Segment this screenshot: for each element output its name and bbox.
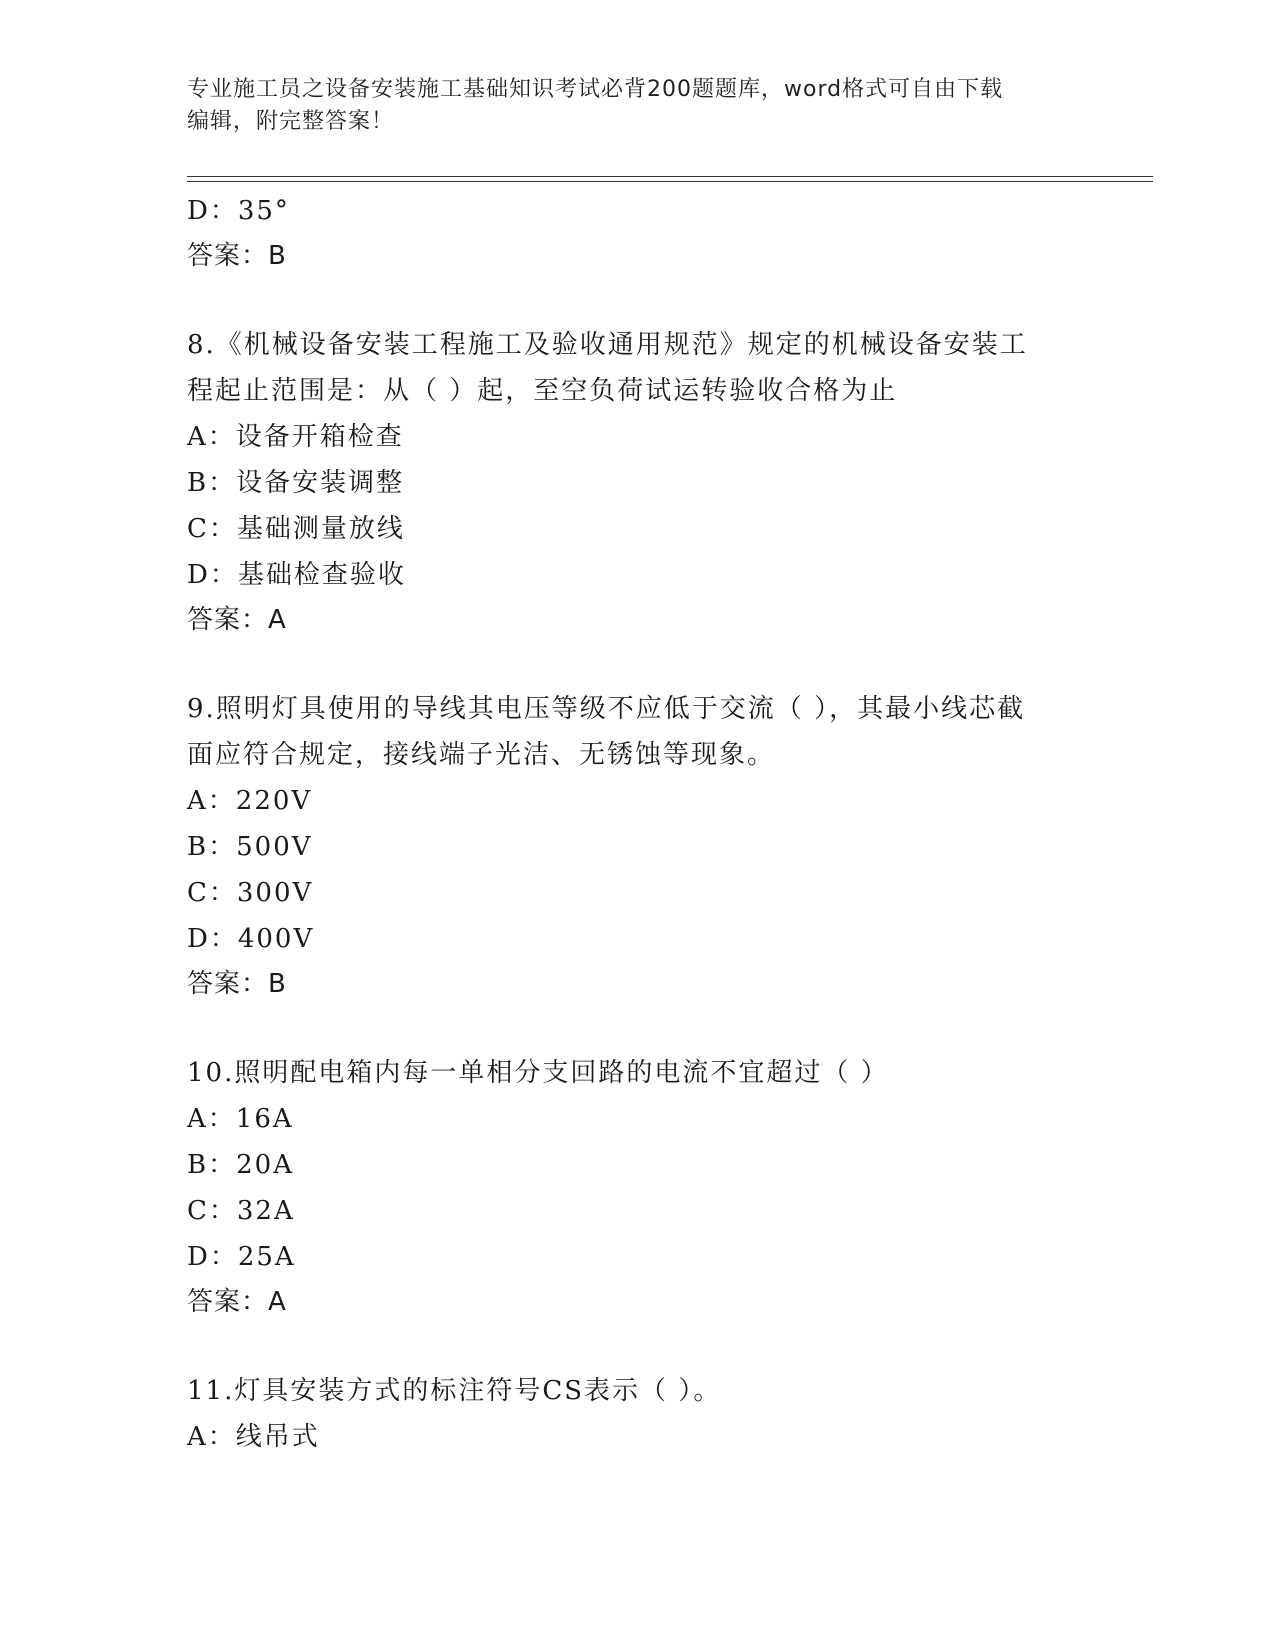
question-list: [187, 188, 1087, 1460]
document-header: [187, 74, 1067, 138]
question-9: [187, 686, 1087, 1006]
answer-label: 答案：B: [187, 969, 287, 999]
question-stem-line-2: 面应符合规定，接线端子光洁、无锈蚀等现象。: [187, 740, 776, 770]
option-d: D：400V: [187, 924, 315, 954]
option-a: A：线吊式: [187, 1422, 320, 1452]
option-a: A：16A: [187, 1104, 294, 1134]
option-c: C：300V: [187, 878, 314, 908]
option-a: A：设备开箱检查: [187, 422, 404, 452]
question-stem-line-1: 10.照明配电箱内每一单相分支回路的电流不宜超过（ ）: [187, 1058, 889, 1088]
option-a: A：220V: [187, 786, 313, 816]
question-stem-line-1: 8.《机械设备安装工程施工及验收通用规范》规定的机械设备安装工: [187, 330, 1028, 360]
header-divider-bottom: [187, 181, 1153, 182]
header-divider-top: [187, 176, 1153, 177]
option-d: D：25A: [187, 1242, 296, 1272]
question-8: [187, 322, 1087, 642]
option-b: B：20A: [187, 1150, 294, 1180]
option-c: C：32A: [187, 1196, 295, 1226]
option-d: D：基础检查验收: [187, 560, 406, 590]
question-stem-line-1: 11.灯具安装方式的标注符号CS表示（ ）。: [187, 1376, 722, 1406]
question-stem-line-2: 程起止范围是：从（ ）起，至空负荷试运转验收合格为止: [187, 376, 898, 406]
answer-label: 答案：B: [187, 241, 287, 271]
header-title-line-2: 编辑，附完整答案！: [187, 109, 395, 134]
question-stem-line-1: 9.照明灯具使用的导线其电压等级不应低于交流（ ），其最小线芯截: [187, 694, 1026, 724]
question-10: [187, 1050, 1087, 1324]
answer-label: 答案：A: [187, 1287, 287, 1317]
answer-label: 答案：A: [187, 605, 287, 635]
option-b: B：500V: [187, 832, 313, 862]
option-d: D：35°: [187, 196, 290, 226]
option-c: C：基础测量放线: [187, 514, 405, 544]
header-title-line-1: 专业施工员之设备安装施工基础知识考试必背200题题库，word格式可自由下载: [187, 77, 1004, 102]
option-b: B：设备安装调整: [187, 468, 405, 498]
question-11: [187, 1368, 1087, 1460]
